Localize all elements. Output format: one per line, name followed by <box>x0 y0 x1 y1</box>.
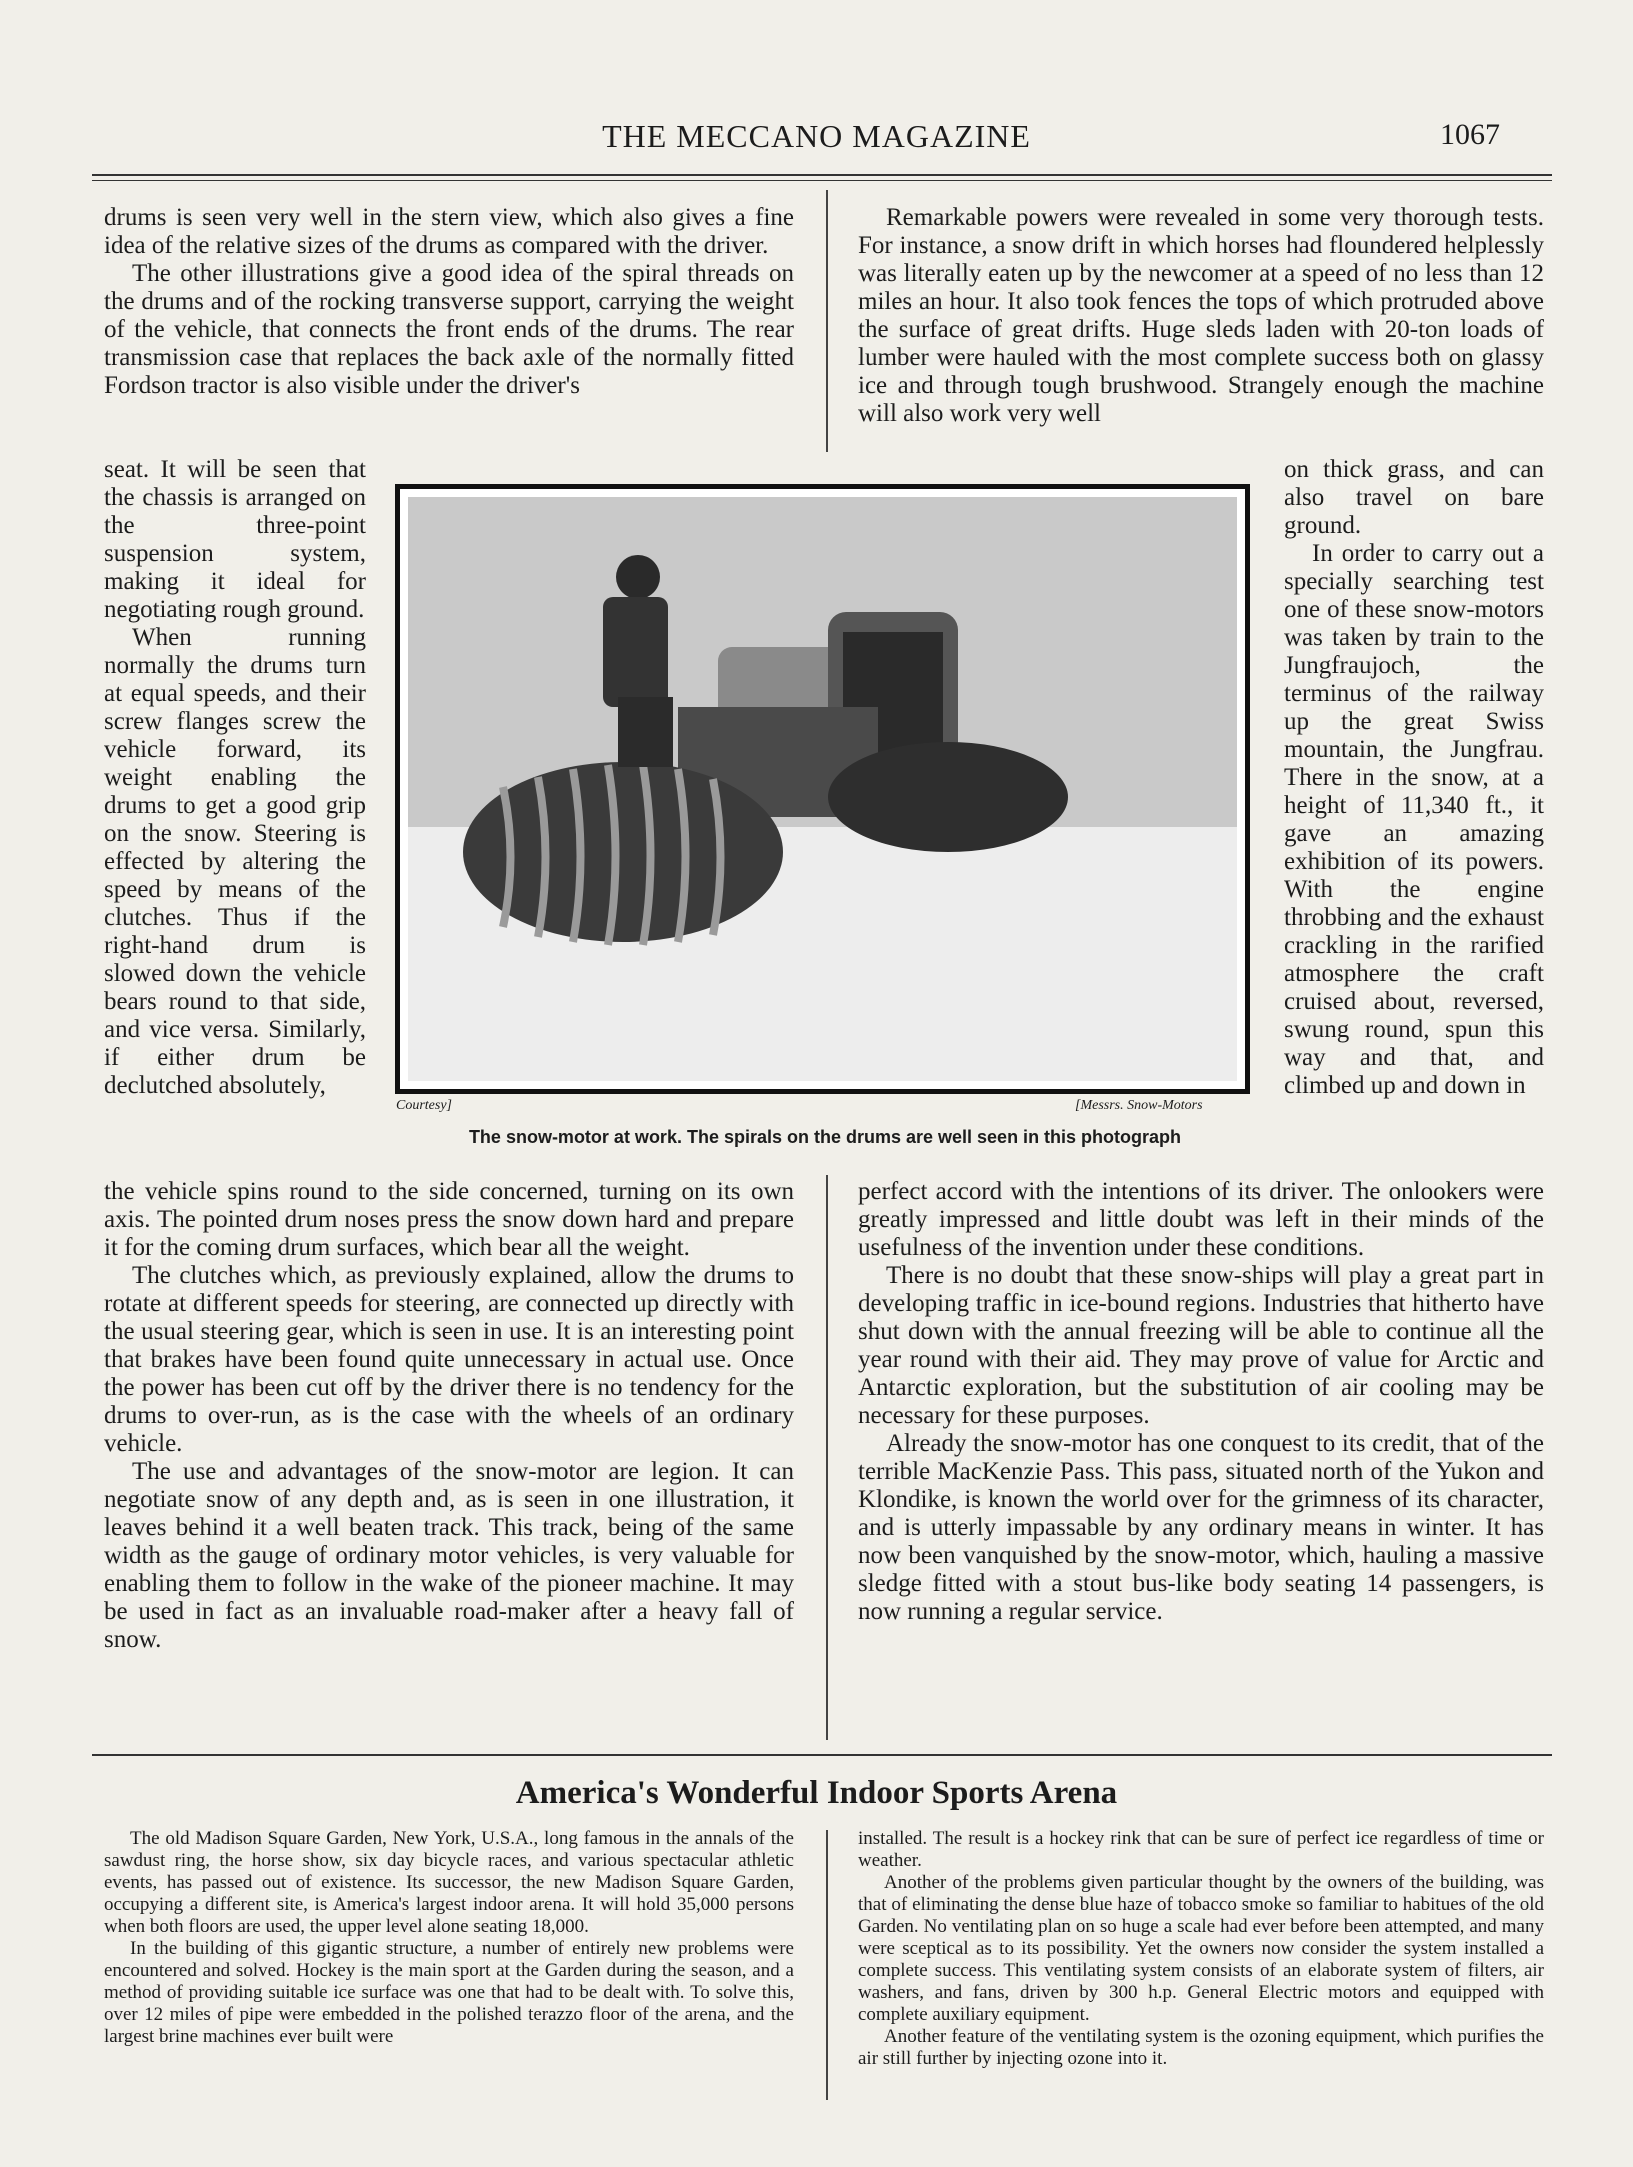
paragraph: installed. The result is a hockey rink that can be sure of perfect ice regardless of time or weather. <box>858 1828 1544 1871</box>
header-rule <box>92 174 1552 176</box>
right-column-top <box>858 204 1544 428</box>
paragraph: Another of the problems given particular thought by the owners of the building, was that of eliminating the dense blue haze of tobacco smoke so familiar to habitues of the old Garden. No ventilating plan on so huge a scale had ever before been attempted, and many were sceptical as to its possibility. Yet the owners now consider the system installed a complete success. This ventilating system consists of an elaborate system of filters, air washers, and fans, driven by 300 h.p. General Electric motors and equipped with complete auxiliary equipment. <box>858 1872 1544 2025</box>
paragraph: The old Madison Square Garden, New York, U.S.A., long famous in the annals of the sawdust ring, the horse show, six day bicycle races, and various spectacular athletic events, has passed out of existence. Its successor, the new Madison Square Garden, occupying a different site, is America's largest indoor arena. It will hold 35,000 persons when both floors are used, the upper level alone seating 18,000. <box>104 1828 794 1937</box>
photo-caption: The snow-motor at work. The spirals on the drums are well seen in this photograph <box>468 1127 1182 1147</box>
paragraph: In order to carry out a specially searching test one of these snow-motors was taken by train to the Jungfraujoch, the terminus of the railway up the great Swiss mountain, the Jungfrau. There in the snow, at a height of 11,340 ft., it gave an amazing exhibition of its powers. With the engine throbbing and the exhaust crackling in the rarified atmosphere the craft cruised about, reversed, swung round, spun this way and that, and climbed up and down in <box>1284 540 1544 1099</box>
sports-column-divider <box>826 1830 828 2100</box>
section-rule <box>92 1754 1552 1756</box>
sports-right-column <box>858 1828 1544 2070</box>
paragraph: on thick grass, and can also travel on bare ground. <box>1284 456 1544 539</box>
page-number: 1067 <box>1440 118 1500 151</box>
paragraph: drums is seen very well in the stern view, which also gives a fine idea of the relative sizes of the drums as compared with the driver. <box>104 204 794 259</box>
right-column-narrow <box>1284 456 1544 1100</box>
sports-left-column <box>104 1828 794 2048</box>
column-divider-lower <box>826 1175 828 1740</box>
photo-credit-right: [Messrs. Snow-Motors <box>1075 1098 1203 1113</box>
left-column-bottom <box>104 1178 794 1654</box>
magazine-title: THE MECCANO MAGAZINE <box>602 118 1031 154</box>
snow-motor-photograph <box>395 484 1250 1094</box>
header-rule-thin <box>92 180 1552 181</box>
paragraph: Remarkable powers were revealed in some very thorough tests. For instance, a snow drift in which horses had floundered helplessly was literally eaten up by the newcomer at a speed of no less than 12 miles an hour. It also took fences the tops of which protruded above the surface of great drifts. Huge sleds laden with 20-ton loads of lumber were hauled with the most complete success both on glassy ice and through tough brushwood. Strangely enough the machine will also work very well <box>858 204 1544 427</box>
left-column-top <box>104 204 794 400</box>
photo-image <box>408 497 1237 1081</box>
paragraph: There is no doubt that these snow-ships will play a great part in developing traffic in ice-bound regions. Industries that hitherto have shut down with the annual freezing will be able to continue all the year round with their aid. They may prove of value for Arctic and Antarctic exploration, but the substitution of air cooling may be necessary for these purposes. <box>858 1262 1544 1429</box>
paragraph: perfect accord with the intentions of its driver. The onlookers were greatly impressed and little doubt was left in their minds of the usefulness of the invention under these conditions. <box>858 1178 1544 1261</box>
paragraph: Another feature of the ventilating system is the ozoning equipment, which purifies the air still further by injecting ozone into it. <box>858 2026 1544 2069</box>
left-column-narrow <box>104 456 366 1100</box>
right-column-bottom <box>858 1178 1544 1626</box>
sports-article-title: America's Wonderful Indoor Sports Arena <box>515 1775 1118 1811</box>
paragraph: seat. It will be seen that the chassis is arranged on the three-point suspension system, making it ideal for negotiating rough ground. <box>104 456 366 623</box>
snow-motor-illustration <box>408 497 1237 1081</box>
column-divider <box>826 190 828 452</box>
paragraph: the vehicle spins round to the side concerned, turning on its own axis. The pointed drum noses press the snow down hard and prepare it for the coming drum surfaces, which bear all the weight. <box>104 1178 794 1261</box>
paragraph: The other illustrations give a good idea of the spiral threads on the drums and of the rocking transverse support, carrying the weight of the vehicle, that connects the front ends of the drums. The rear transmission case that replaces the back axle of the normally fitted Fordson tractor is also visible under the driver's <box>104 260 794 399</box>
paragraph: When running normally the drums turn at equal speeds, and their screw flanges screw the vehicle forward, its weight enabling the drums to get a good grip on the snow. Steering is effected by altering the speed by means of the clutches. Thus if the right-hand drum is slowed down the vehicle bears round to that side, and vice versa. Similarly, if either drum be declutched absolutely, <box>104 624 366 1099</box>
paragraph: In the building of this gigantic structure, a number of entirely new problems were encountered and solved. Hockey is the main sport at the Garden during the season, and a method of providing suitable ice surface was one that had to be dealt with. To solve this, over 12 miles of pipe were embedded in the polished terazzo floor of the arena, and the largest brine machines ever built were <box>104 1938 794 2047</box>
photo-credit-left: Courtesy] <box>396 1098 452 1113</box>
paragraph: The clutches which, as previously explained, allow the drums to rotate at different speeds for steering, are connected up directly with the usual steering gear, which is seen in use. It is an interesting point that brakes have been found quite unnecessary in actual use. Once the power has been cut off by the driver there is no tendency for the drums to over-run, as is the case with the wheels of an ordinary vehicle. <box>104 1262 794 1457</box>
paragraph: Already the snow-motor has one conquest to its credit, that of the terrible MacKenzie Pass. This pass, situated north of the Yukon and Klondike, is known the world over for the grimness of its character, and is utterly impassable by any ordinary means in winter. It has now been vanquished by the snow-motor, which, hauling a massive sledge fitted with a stout bus-like body seating 14 passengers, is now running a regular service. <box>858 1430 1544 1625</box>
paragraph: The use and advantages of the snow-motor are legion. It can negotiate snow of any depth and, as is seen in one illustration, it leaves behind it a well beaten track. This track, being of the same width as the gauge of ordinary motor vehicles, is very valuable for enabling them to follow in the wake of the pioneer machine. It may be used in fact as an invaluable road-maker after a heavy fall of snow. <box>104 1458 794 1653</box>
